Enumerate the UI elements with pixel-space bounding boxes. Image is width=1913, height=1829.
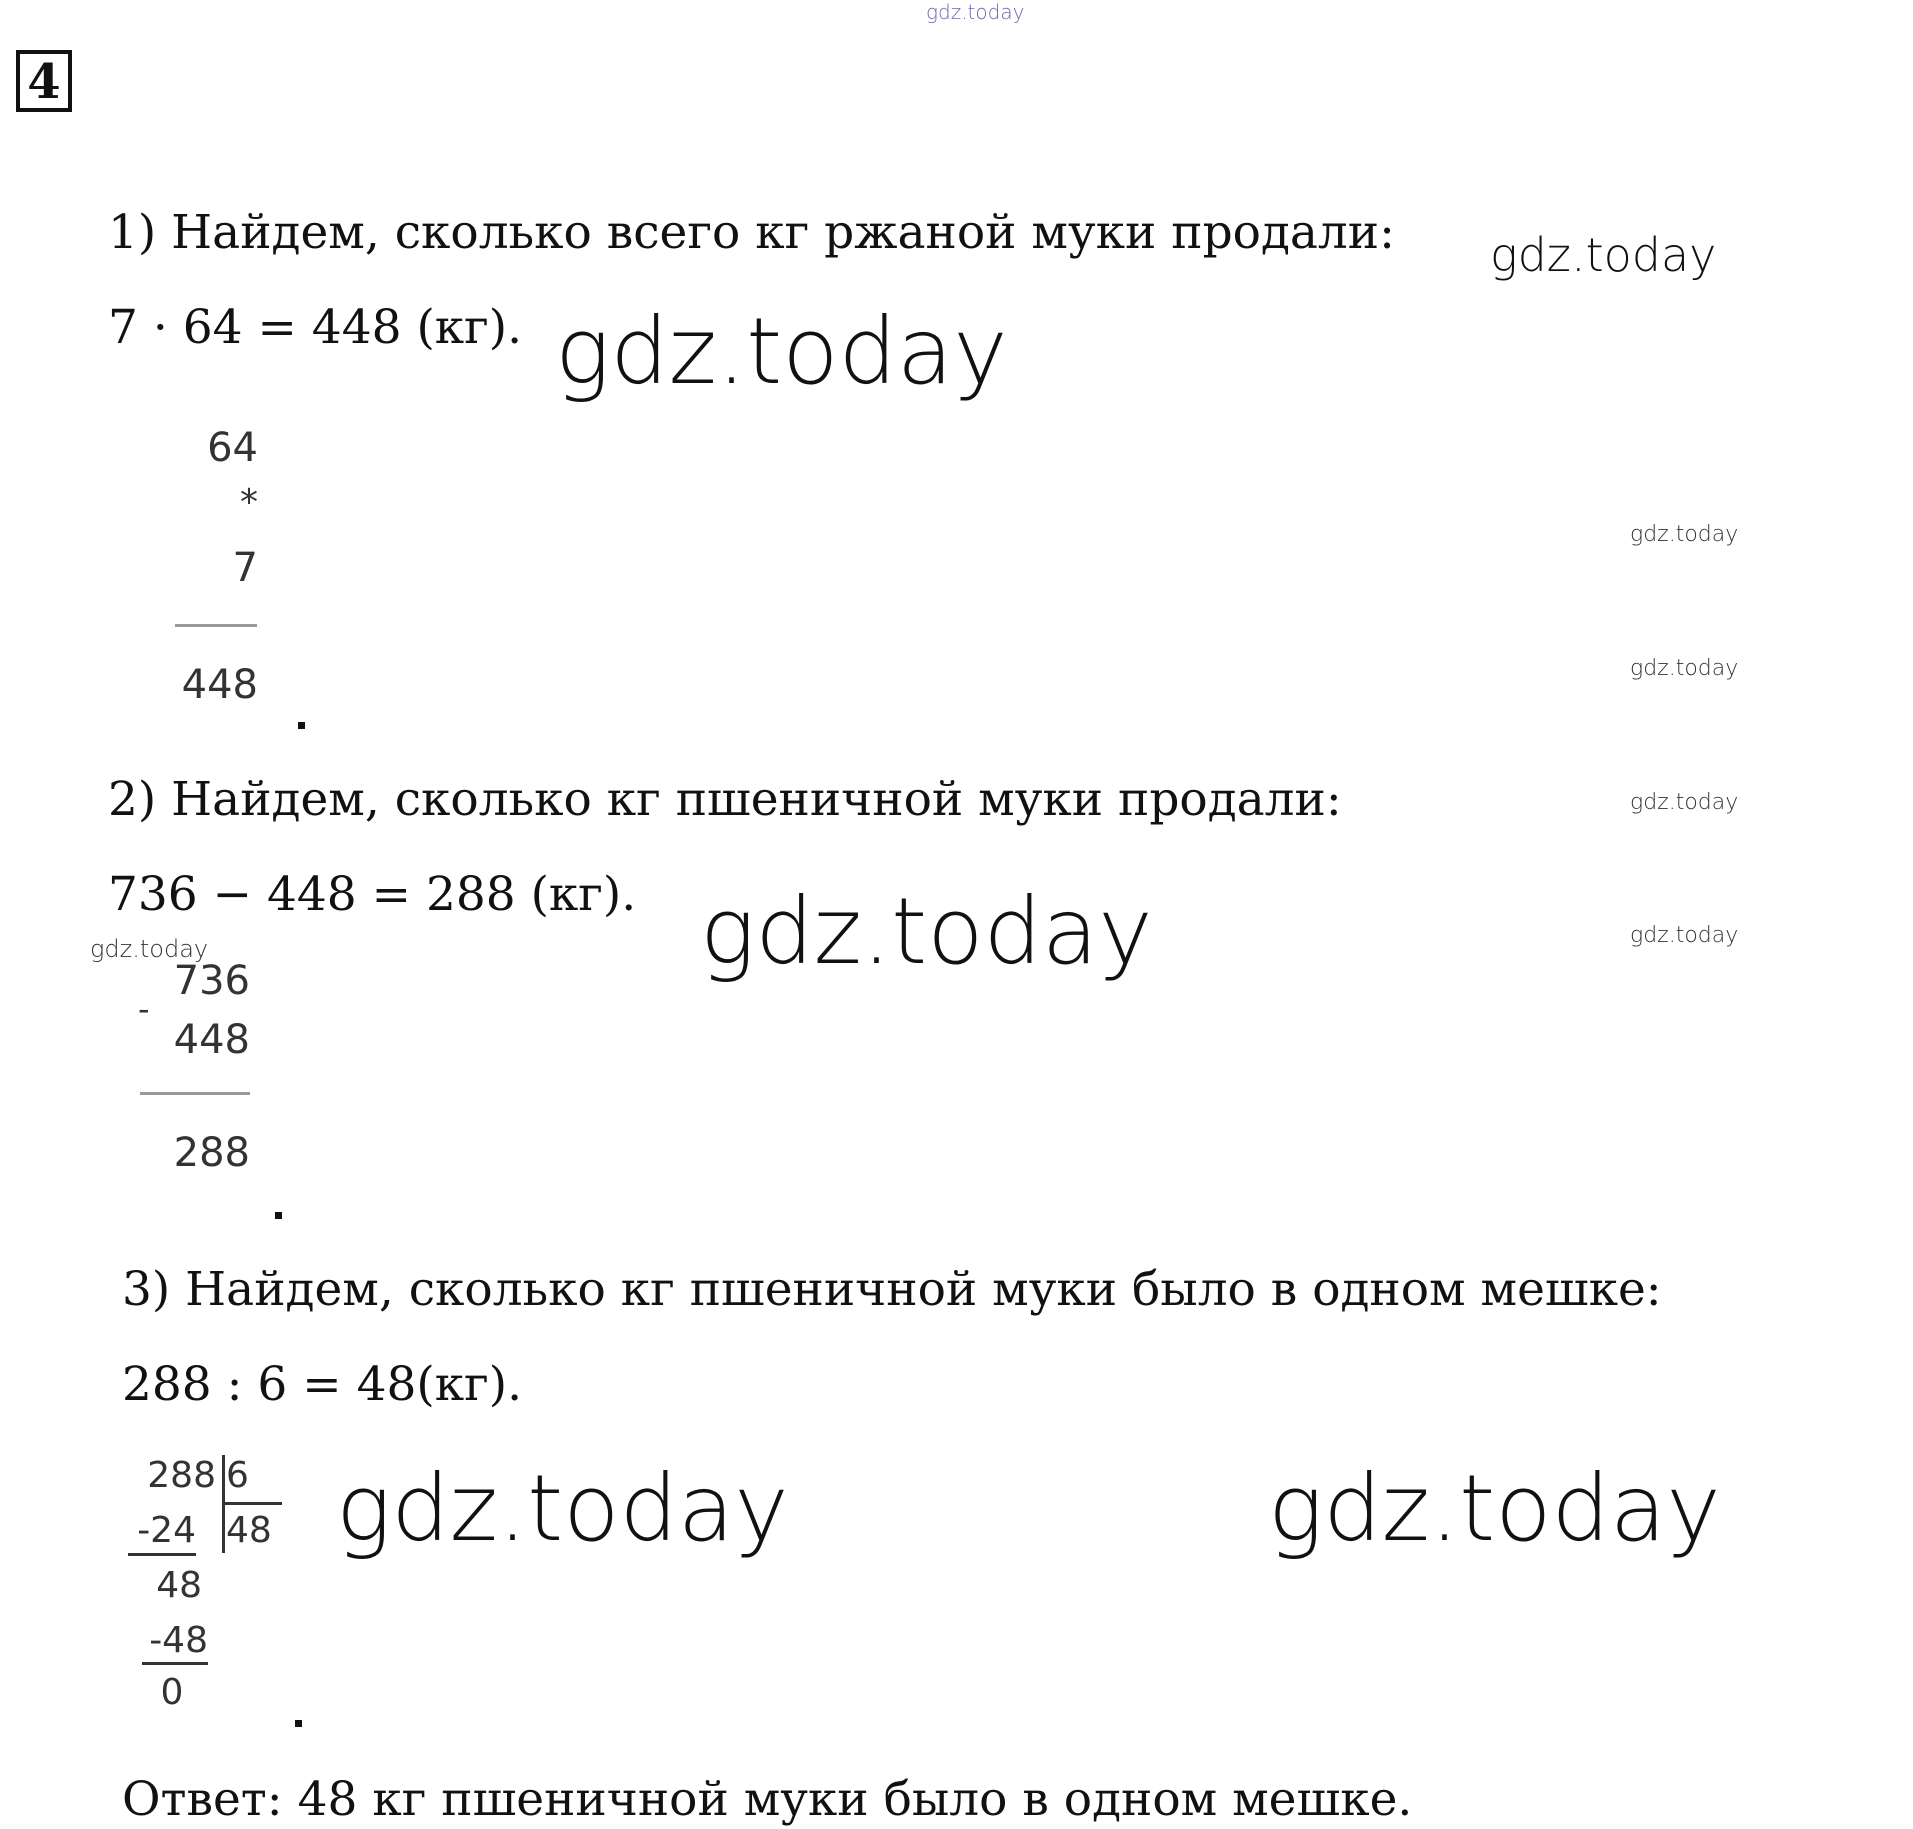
watermark-top: gdz.today	[926, 0, 1025, 24]
answer-text: Ответ: 48 кг пшеничной муки было в одном мешке.	[122, 1772, 1413, 1827]
step2-column-bottom: 448	[173, 1017, 250, 1063]
watermark-small-2: gdz.today	[1630, 656, 1739, 681]
step1-equation: 7 · 64 = 448 (кг).	[108, 300, 523, 355]
watermark-large-3: gdz.today	[336, 1455, 789, 1562]
step3-remainder1: 48	[156, 1565, 202, 1606]
step1-column-result: 448	[181, 662, 258, 708]
step2-column-top: 736	[173, 958, 250, 1004]
step3-heading: 3) Найдем, сколько кг пшеничной муки было в одном мешке:	[122, 1262, 1662, 1317]
watermark-small-1: gdz.today	[1630, 522, 1739, 547]
step2-dot	[275, 1212, 282, 1219]
watermark-large-4: gdz.today	[1268, 1455, 1721, 1562]
step3-sub1: -24	[137, 1510, 196, 1551]
step3-remainder2: 0	[160, 1672, 184, 1713]
watermark-small-4: gdz.today	[1630, 923, 1739, 948]
watermark-small-3: gdz.today	[1630, 790, 1739, 815]
step1-column-operator: *	[240, 482, 258, 523]
watermark-large-2: gdz.today	[700, 878, 1153, 985]
step2-column-operator: -	[138, 990, 150, 1028]
step3-divisor: 6	[226, 1455, 249, 1496]
step3-equation: 288 : 6 = 48(кг).	[122, 1357, 523, 1412]
step1-column-bottom: 7	[232, 545, 258, 591]
watermark-step1: gdz.today	[1490, 228, 1717, 282]
step3-dividend: 288	[147, 1455, 216, 1496]
step3-rule-1	[128, 1553, 196, 1556]
step3-dot	[295, 1720, 302, 1727]
step3-division-horizontal-line	[222, 1502, 282, 1505]
step2-heading: 2) Найдем, сколько кг пшеничной муки продали:	[108, 772, 1342, 827]
step2-equation: 736 − 448 = 288 (кг).	[108, 867, 637, 922]
step1-dot	[298, 722, 305, 729]
step3-rule-2	[142, 1662, 208, 1665]
step1-column-rule	[175, 624, 257, 627]
task-number-box: 4	[16, 50, 72, 112]
step3-quotient: 48	[226, 1510, 272, 1551]
watermark-small-left: gdz.today	[90, 935, 209, 963]
step3-sub2: -48	[149, 1620, 208, 1661]
step2-column-rule	[140, 1092, 250, 1095]
watermark-large-1: gdz.today	[555, 298, 1008, 405]
step1-column-top: 64	[207, 425, 258, 471]
step2-column-result: 288	[173, 1130, 250, 1176]
step1-heading: 1) Найдем, сколько всего кг ржаной муки продали:	[108, 205, 1395, 260]
